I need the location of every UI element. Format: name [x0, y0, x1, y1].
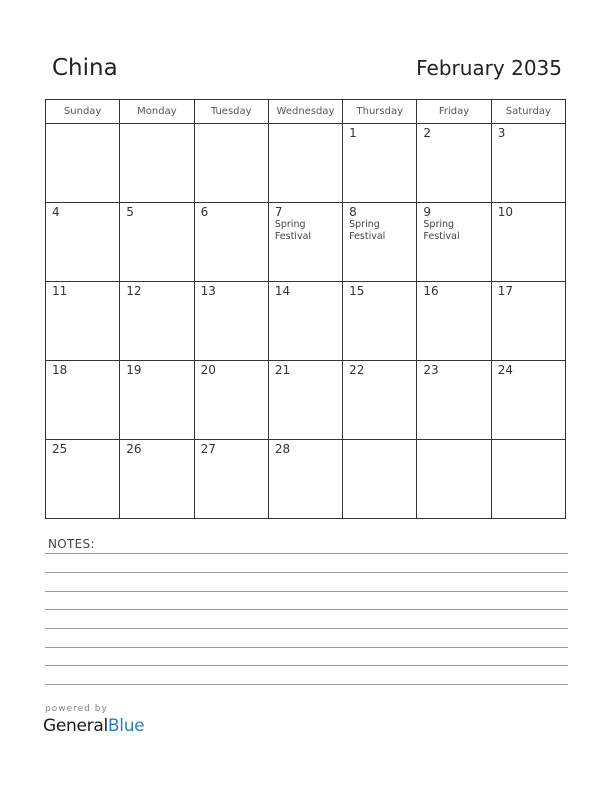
day-cell — [417, 124, 491, 203]
holiday-event: Spring Festival — [349, 219, 386, 242]
holiday-event: Spring Festival — [423, 219, 460, 242]
week-row — [46, 282, 566, 361]
day-cell — [194, 203, 268, 282]
weekday-friday: Friday — [417, 100, 491, 124]
day-cell — [268, 203, 342, 282]
day-cell — [491, 203, 565, 282]
day-number: 3 — [497, 126, 506, 140]
day-cell — [120, 282, 194, 361]
empty-day-cell — [268, 124, 342, 203]
week-row — [46, 124, 566, 203]
note-line — [45, 591, 568, 592]
day-cell — [194, 282, 268, 361]
day-cell — [46, 203, 120, 282]
day-cell — [194, 361, 268, 440]
day-number: 12 — [126, 284, 142, 298]
holiday-event: Spring Festival — [274, 219, 312, 242]
day-number: 1 — [349, 126, 357, 140]
day-number: 17 — [497, 284, 513, 298]
note-line — [45, 628, 568, 629]
day-cell — [268, 282, 342, 361]
empty-day-cell — [46, 124, 120, 203]
brand-blue: Blue — [107, 716, 145, 736]
day-cell — [46, 440, 120, 519]
weekday-monday: Monday — [120, 100, 194, 124]
day-cell — [120, 361, 194, 440]
day-cell — [46, 361, 120, 440]
day-cell — [343, 124, 417, 203]
country-title: China — [52, 55, 118, 81]
day-number: 15 — [349, 284, 365, 298]
day-number: 23 — [423, 363, 439, 377]
day-cell — [46, 282, 120, 361]
day-number: 5 — [126, 205, 134, 219]
month-title: February 2035 — [416, 56, 562, 80]
day-number: 25 — [52, 442, 68, 456]
powered-by-text: powered by — [45, 704, 108, 714]
day-number: 6 — [200, 205, 209, 219]
day-number: 27 — [200, 442, 216, 456]
day-cell — [120, 440, 194, 519]
calendar-grid — [45, 99, 566, 519]
day-cell — [491, 361, 565, 440]
day-number: 9 — [423, 205, 432, 219]
note-line — [45, 665, 568, 666]
week-row — [46, 440, 566, 519]
day-cell — [194, 440, 268, 519]
weekday-wednesday: Wednesday — [268, 100, 342, 124]
day-number: 26 — [126, 442, 142, 456]
notes-label: NOTES: — [48, 537, 95, 551]
day-cell — [417, 203, 491, 282]
day-cell — [120, 203, 194, 282]
day-cell — [268, 361, 342, 440]
empty-day-cell — [343, 440, 417, 519]
empty-day-cell — [120, 124, 194, 203]
week-row — [46, 203, 566, 282]
empty-day-cell — [194, 124, 268, 203]
day-number: 13 — [200, 284, 216, 298]
note-line — [45, 684, 568, 685]
day-cell — [491, 124, 565, 203]
weekday-sunday: Sunday — [46, 100, 120, 124]
day-cell — [268, 440, 342, 519]
note-line — [45, 572, 568, 573]
day-number: 8 — [349, 205, 357, 219]
day-number: 10 — [497, 205, 513, 219]
day-cell — [343, 361, 417, 440]
day-cell — [343, 203, 417, 282]
weekday-saturday: Saturday — [491, 100, 565, 124]
day-cell — [491, 282, 565, 361]
empty-day-cell — [417, 440, 491, 519]
day-number: 28 — [274, 442, 291, 456]
day-number: 11 — [52, 284, 68, 298]
week-row — [46, 361, 566, 440]
day-cell — [417, 361, 491, 440]
empty-day-cell — [491, 440, 565, 519]
brand-general: General — [43, 716, 108, 736]
weekday-thursday: Thursday — [343, 100, 417, 124]
day-number: 19 — [126, 363, 142, 377]
day-number: 2 — [423, 126, 432, 140]
day-cell — [343, 282, 417, 361]
day-number: 22 — [349, 363, 365, 377]
generalblue-logo — [43, 716, 144, 736]
day-number: 18 — [52, 363, 68, 377]
note-line — [45, 647, 568, 648]
day-number: 24 — [497, 363, 513, 377]
day-number: 16 — [423, 284, 439, 298]
day-number: 4 — [52, 205, 60, 219]
day-cell — [417, 282, 491, 361]
weekday-tuesday: Tuesday — [194, 100, 268, 124]
day-number: 20 — [200, 363, 216, 377]
note-line — [45, 609, 568, 610]
weekday-header-row — [46, 100, 566, 124]
day-number: 7 — [274, 205, 283, 219]
day-number: 14 — [274, 284, 291, 298]
note-line — [45, 553, 568, 554]
day-number: 21 — [274, 363, 291, 377]
